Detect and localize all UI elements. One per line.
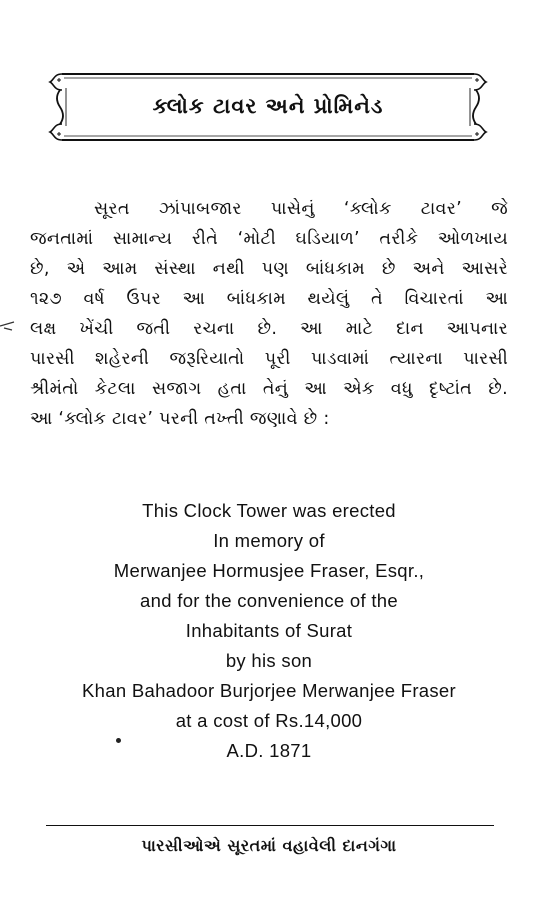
inscription-line: by his son xyxy=(225,650,313,671)
inscription-line: Inhabitants of Surat xyxy=(185,620,353,641)
plaque-inscription xyxy=(0,496,538,766)
body-line: પારસી શહેરની જરૂરિયાતો પૂરી પાડવામાં ત્યારના પારસી xyxy=(30,349,508,369)
inscription-line: Merwanjee Hormusjee Fraser, Esqr., xyxy=(113,560,425,581)
inscription-line: A.D. 1871 xyxy=(226,740,312,761)
body-paragraph xyxy=(30,194,508,434)
margin-mark xyxy=(0,318,16,332)
page-title: ક્લોક ટાવર અને પ્રોમિનેડ xyxy=(152,94,384,118)
inscription-line: at a cost of Rs.14,000 xyxy=(175,710,363,731)
inscription-line: Khan Bahadoor Burjorjee Merwanjee Fraser xyxy=(82,680,456,701)
body-line: ૧૨૭ વર્ષ ઉપર આ બાંધકામ થયેલું તે વિચારતાં આ xyxy=(30,289,508,309)
body-line: સૂરત ઝાંપાબજાર પાસેનું ‘ક્લોક ટાવર’ જે xyxy=(94,199,508,219)
body-line: આ ‘ક્લોક ટાવર’ પરની તખ્તી જણાવે છે : xyxy=(30,409,330,429)
print-speck xyxy=(116,738,121,743)
inscription-line: In memory of xyxy=(213,530,325,551)
footer-divider xyxy=(46,825,494,826)
body-line: છે, એ આમ સંસ્થા નથી પણ બાંધકામ છે અને આસરે xyxy=(30,259,508,279)
inscription-line: This Clock Tower was erected xyxy=(142,500,396,521)
body-line: લક્ષ ખેંચી જતી રચના છે. આ માટે દાન આપનાર xyxy=(30,319,508,339)
title-frame xyxy=(48,68,488,146)
running-footer: પારસીઓએ સૂરતમાં વહાવેલી દાનગંગા xyxy=(141,836,397,855)
inscription-line: and for the convenience of the xyxy=(140,590,398,611)
body-line: શ્રીમંતો કેટલા સજાગ હતા તેનું આ એક વધુ દૃષ્ટાંત છે. xyxy=(30,379,508,399)
body-line: જનતામાં સામાન્ય રીતે ‘મોટી ઘડિયાળ’ તરીકે ઓળખાય xyxy=(30,229,508,249)
